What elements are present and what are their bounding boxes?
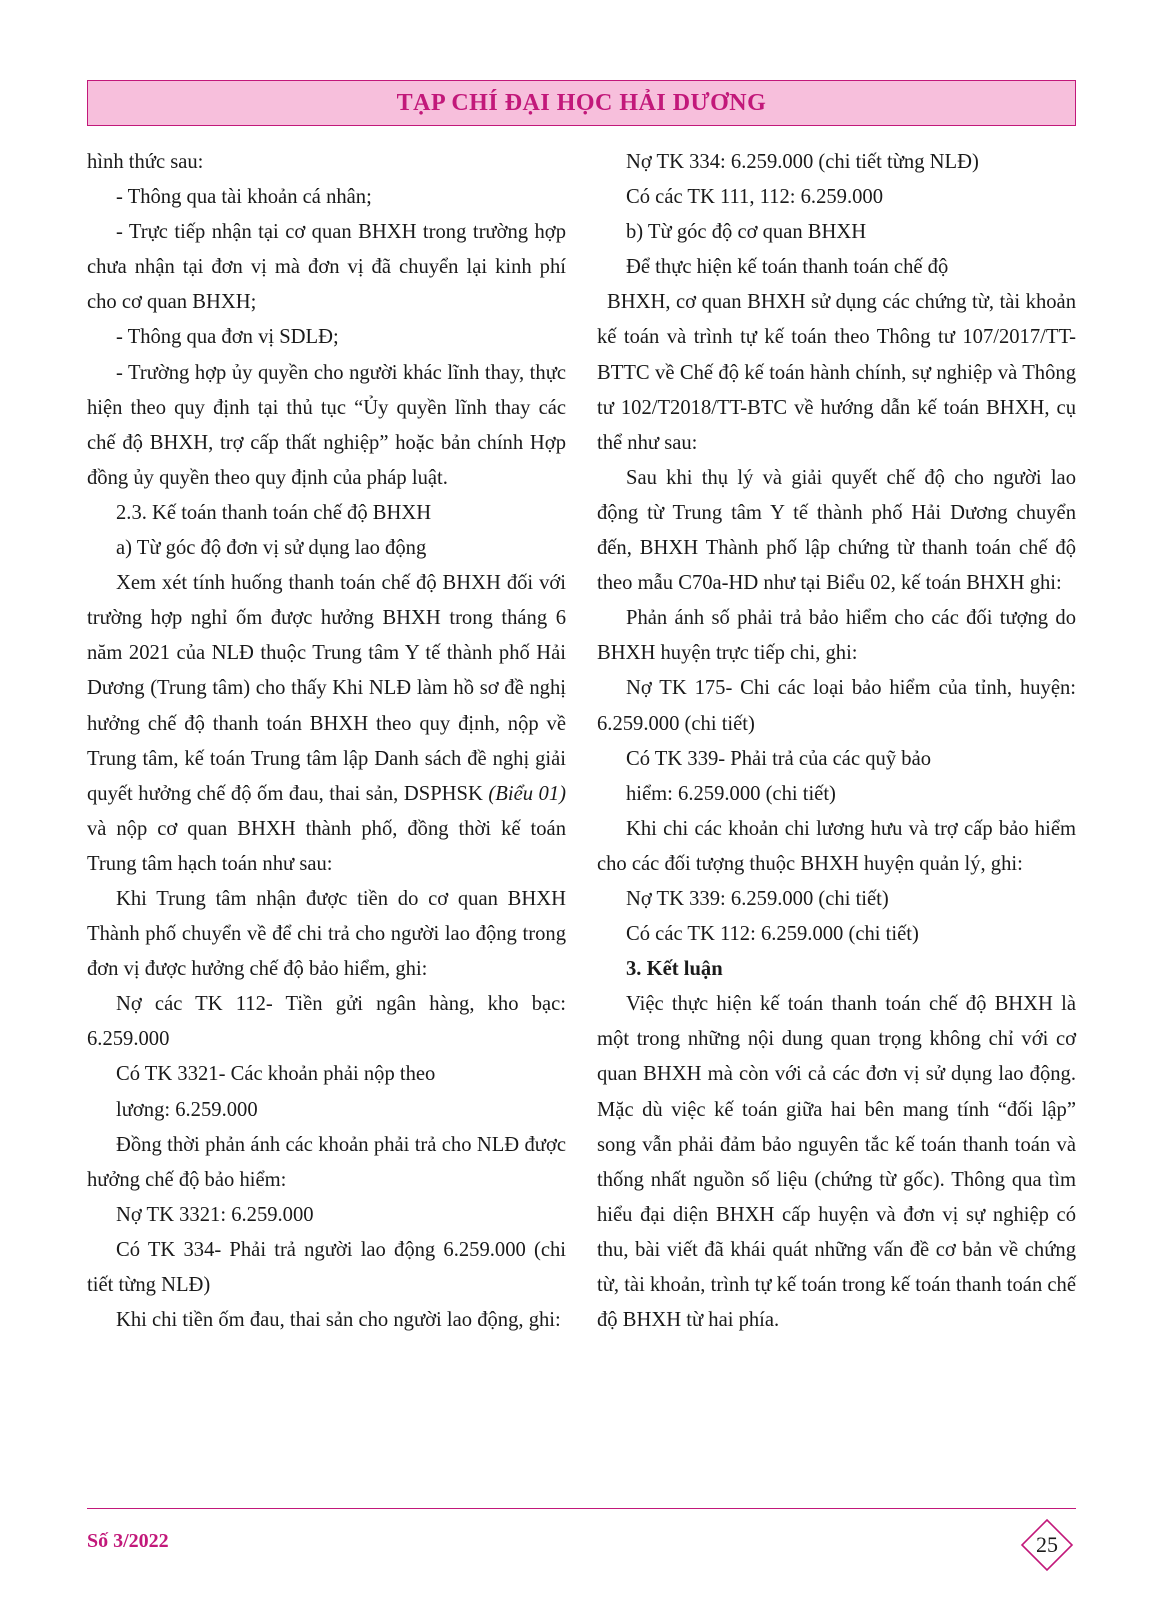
journal-entry: hiểm: 6.259.000 (chi tiết) <box>626 782 836 805</box>
bullet-item: - Trực tiếp nhận tại cơ quan BHXH trong trường hợp chưa nhận tại đơn vị mà đơn vị đã chuyển lại kinh phí cho cơ quan BHXH; <box>87 221 566 314</box>
paragraph-text: và nộp cơ quan BHXH thành phố, đồng thời kế toán Trung tâm hạch toán như sau: <box>87 817 566 875</box>
journal-entry: lương: 6.259.000 <box>116 1098 258 1121</box>
footer-divider <box>87 1508 1076 1509</box>
paragraph: Khi chi tiền ốm đau, thai sản cho người lao động, ghi: <box>116 1309 561 1332</box>
paragraph: Để thực hiện kế toán thanh toán chế độ <box>626 256 949 279</box>
paragraph: hình thức sau: <box>87 151 204 173</box>
paragraph: Khi chi các khoản chi lương hưu và trợ cấp bảo hiểm cho các đối tượng thuộc BHXH huyện quản lý, ghi: <box>597 817 1076 875</box>
journal-entry: Nợ TK 334: 6.259.000 (chi tiết từng NLĐ) <box>626 151 979 173</box>
page-number-badge <box>1020 1518 1074 1572</box>
journal-entry: Nợ TK 175- Chi các loại bảo hiểm của tỉnh, huyện: 6.259.000 (chi tiết) <box>597 677 1076 735</box>
subsection-heading: b) Từ góc độ cơ quan BHXH <box>626 221 867 244</box>
bullet-item: - Thông qua đơn vị SDLĐ; <box>116 326 339 349</box>
journal-entry: Có các TK 112: 6.259.000 (chi tiết) <box>626 923 919 946</box>
paragraph-text: Xem xét tính huống thanh toán chế độ BHXH đối với trường hợp nghỉ ốm được hưởng BHXH trong tháng 6 năm 2021 của NLĐ thuộc Trung tâm Y tế thành phố Hải Dương (Trung tâm) cho thấy Khi NLĐ làm hồ sơ đề nghị hưởng chế độ thanh toán BHXH theo quy định, nộp về Trung tâm, kế toán Trung tâm lập Danh sách đề nghị giải quyết hưởng chế độ ốm đau, thai sản, DSPHSK <box>87 572 566 805</box>
paragraph: Khi Trung tâm nhận được tiền do cơ quan BHXH Thành phố chuyển về để chi trả cho người lao động trong đơn vị được hưởng chế độ bảo hiểm, ghi: <box>87 887 566 981</box>
right-column <box>597 145 1076 1338</box>
issue-number: Số 3/2022 <box>87 1530 169 1552</box>
paragraph: Đồng thời phản ánh các khoản phải trả cho NLĐ được hưởng chế độ bảo hiểm: <box>87 1133 566 1191</box>
paragraph <box>87 566 566 882</box>
journal-entry: Nợ TK 339: 6.259.000 (chi tiết) <box>626 887 889 910</box>
journal-entry: Có các TK 111, 112: 6.259.000 <box>626 186 884 209</box>
page-number: 25 <box>1036 1532 1058 1557</box>
journal-entry: Nợ các TK 112- Tiền gửi ngân hàng, kho bạc: 6.259.000 <box>87 993 566 1051</box>
journal-entry: Nợ TK 3321: 6.259.000 <box>116 1203 314 1226</box>
bullet-item: - Thông qua tài khoản cá nhân; <box>116 186 372 209</box>
paragraph: Sau khi thụ lý và giải quyết chế độ cho người lao động từ Trung tâm Y tế thành phố Hải Dương chuyển đến, BHXH Thành phố lập chứng từ thanh toán chế độ theo mẫu C70a-HD như tại Biểu 02, kế toán BHXH ghi: <box>597 466 1076 595</box>
journal-entry: Có TK 339- Phải trả của các quỹ bảo <box>626 747 932 770</box>
paragraph: BHXH, cơ quan BHXH sử dụng các chứng từ, tài khoản kế toán và trình tự kế toán theo Thông tư 107/2017/TT-BTTC về Chế độ kế toán hành chính, sự nghiệp và Thông tư 102/T2018/TT-BTC về hướng dẫn kế toán BHXH, cụ thể như sau: <box>597 291 1076 454</box>
section-heading: 3. Kết luận <box>626 958 723 981</box>
section-heading: 2.3. Kế toán thanh toán chế độ BHXH <box>116 501 432 524</box>
journal-entry: Có TK 3321- Các khoản phải nộp theo <box>116 1063 436 1086</box>
journal-entry: Có TK 334- Phải trả người lao động 6.259.000 (chi tiết từng NLĐ) <box>87 1238 566 1296</box>
paragraph: Phản ánh số phải trả bảo hiểm cho các đối tượng do BHXH huyện trực tiếp chi, ghi: <box>597 607 1076 665</box>
journal-header-banner <box>87 80 1076 126</box>
paragraph: Việc thực hiện kế toán thanh toán chế độ BHXH là một trong những nội dung quan trọng không chỉ với cơ quan BHXH mà còn với cả các đơn vị sử dụng lao động. Mặc dù việc kế toán giữa hai bên mang tính “đối lập” song vẫn phải đảm bảo nguyên tắc kế toán thanh toán và thống nhất nguồn số liệu (chứng từ gốc). Thông qua tìm hiểu đại diện BHXH cấp huyện và đơn vị sự nghiệp có thu, bài viết đã khái quát những vấn đề cơ bản về chứng từ, tài khoản, trình tự kế toán trong kế toán thanh toán chế độ BHXH từ hai phía. <box>597 993 1076 1332</box>
bullet-item: - Trường hợp ủy quyền cho người khác lĩnh thay, thực hiện theo quy định tại thủ tục “Ủy quyền lĩnh thay các chế độ BHXH, trợ cấp thất nghiệp” hoặc bản chính Hợp đồng ủy quyền theo quy định của pháp luật. <box>87 361 566 489</box>
journal-title: TẠP CHÍ ĐẠI HỌC HẢI DƯƠNG <box>396 89 767 116</box>
subsection-heading: a) Từ góc độ đơn vị sử dụng lao động <box>116 537 427 560</box>
left-column <box>87 145 566 1338</box>
table-reference: (Biểu 01) <box>488 782 566 805</box>
